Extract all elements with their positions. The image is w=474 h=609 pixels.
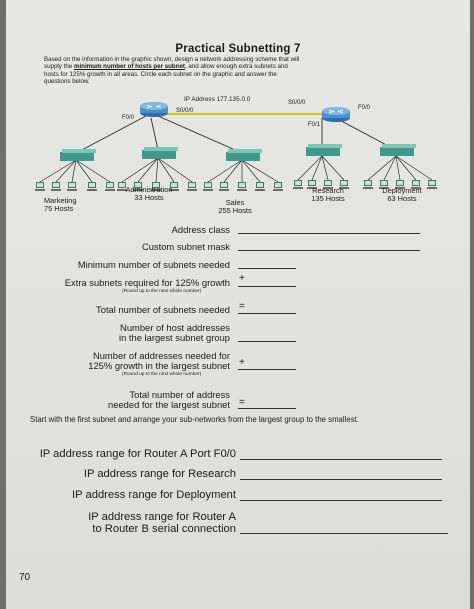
- range-router-a-answer-line[interactable]: [240, 459, 442, 460]
- round-up-note-2: (Round up to the next whole number): [122, 372, 202, 377]
- pc-icon: [255, 182, 265, 191]
- router-b-f01-label: F0/1: [308, 122, 321, 128]
- intro-emphasis: minimum number of hosts per subnet: [73, 63, 185, 71]
- extra-subnets-answer-line[interactable]: [238, 286, 296, 287]
- worksheet-page: [6, 0, 470, 609]
- extra-subnets-label: Extra subnets required for 125% growth: [64, 277, 230, 288]
- router-a-icon: [140, 102, 168, 117]
- ip-address-label: IP Address 177.135.0.0: [184, 96, 251, 103]
- router-b-f00-label: F0/0: [358, 105, 371, 111]
- max-hosts-answer-line[interactable]: [238, 341, 296, 342]
- group-administration: Administration 33 Hosts: [125, 185, 173, 203]
- range-deployment-answer-line[interactable]: [240, 500, 442, 501]
- total-addresses-answer-line[interactable]: [238, 408, 296, 409]
- pc-icon: [35, 182, 45, 191]
- switch-deployment-icon: [380, 144, 416, 156]
- pc-icon: [219, 182, 229, 191]
- router-a-links: [76, 116, 392, 153]
- group-deployment: Deployment 63 Hosts: [382, 186, 422, 204]
- max-hosts-label: Number of host addresses in the largest subnet group: [118, 322, 230, 343]
- pc-icon: [187, 182, 197, 191]
- switch-sales-icon: [226, 149, 262, 161]
- intro-line-4: questions below.: [44, 78, 90, 86]
- group-research: Research 135 Hosts: [311, 186, 345, 204]
- intro-line-1: Based on the information in the graphic shown, design a network addressing scheme that will: [44, 56, 300, 63]
- pc-icon: [273, 182, 283, 191]
- range-research-answer-line[interactable]: [240, 479, 442, 480]
- equals-sign-2: =: [239, 397, 245, 408]
- instruction-text: Start with the first subnet and arrange your sub-networks from the largest group to the smallest.: [30, 415, 359, 424]
- range-router-a-label: IP address range for Router A Port F0/0: [39, 448, 236, 460]
- min-subnets-label: Minimum number of subnets needed: [77, 259, 230, 270]
- pc-icon: [203, 182, 213, 191]
- round-up-note-1: (Round up to the next whole number): [122, 289, 202, 294]
- router-b-serial-label: S0/0/0: [288, 100, 306, 106]
- range-serial-answer-line[interactable]: [240, 533, 448, 534]
- pc-icon: [67, 182, 77, 191]
- growth-label: Number of addresses needed for 125% growth in the largest subnet: [88, 350, 230, 371]
- subnet-mask-label: Custom subnet mask: [141, 241, 230, 252]
- total-subnets-answer-line[interactable]: [238, 313, 296, 314]
- range-serial-label: IP address range for Router A to Router B serial connection: [88, 511, 236, 535]
- subnet-mask-answer-line[interactable]: [238, 250, 420, 251]
- switch-marketing-icon: [60, 149, 96, 161]
- router-a-fast-label: F0/0: [122, 115, 135, 121]
- intro-line-2: supply the minimum number of hosts per subnet, and allow enough extra subnets and: [44, 63, 288, 71]
- router-a-serial-label: S0/0/0: [176, 108, 194, 114]
- total-subnets-label: Total number of subnets needed: [96, 304, 230, 315]
- group-sales: Sales 255 Hosts: [218, 198, 252, 216]
- address-class-label: Address class: [171, 224, 230, 235]
- intro-line-3: hosts for 125% growth in all areas. Circle each subnet on the graphic and answer the: [44, 70, 277, 78]
- plus-sign-1: +: [239, 273, 245, 284]
- page-title: Practical Subnetting 7: [175, 43, 301, 55]
- growth-answer-line[interactable]: [238, 369, 296, 370]
- switch-administration-icon: [142, 147, 178, 159]
- min-subnets-answer-line[interactable]: [238, 268, 296, 269]
- equals-sign-1: =: [239, 301, 245, 312]
- switch-research-icon: [306, 144, 342, 156]
- range-research-label: IP address range for Research: [83, 468, 236, 480]
- page-number: 70: [19, 572, 31, 583]
- plus-sign-2: +: [239, 357, 245, 368]
- router-b-icon: [322, 107, 350, 122]
- pc-icon: [51, 182, 61, 191]
- pc-icon: [363, 180, 373, 189]
- address-class-answer-line[interactable]: [238, 233, 420, 234]
- total-addresses-label: Total number of address needed for the largest subnet: [108, 389, 230, 410]
- group-marketing: Marketing 75 Hosts: [44, 196, 77, 214]
- pc-icon: [237, 182, 247, 191]
- range-deployment-label: IP address range for Deployment: [72, 489, 236, 501]
- pc-icon: [87, 182, 97, 191]
